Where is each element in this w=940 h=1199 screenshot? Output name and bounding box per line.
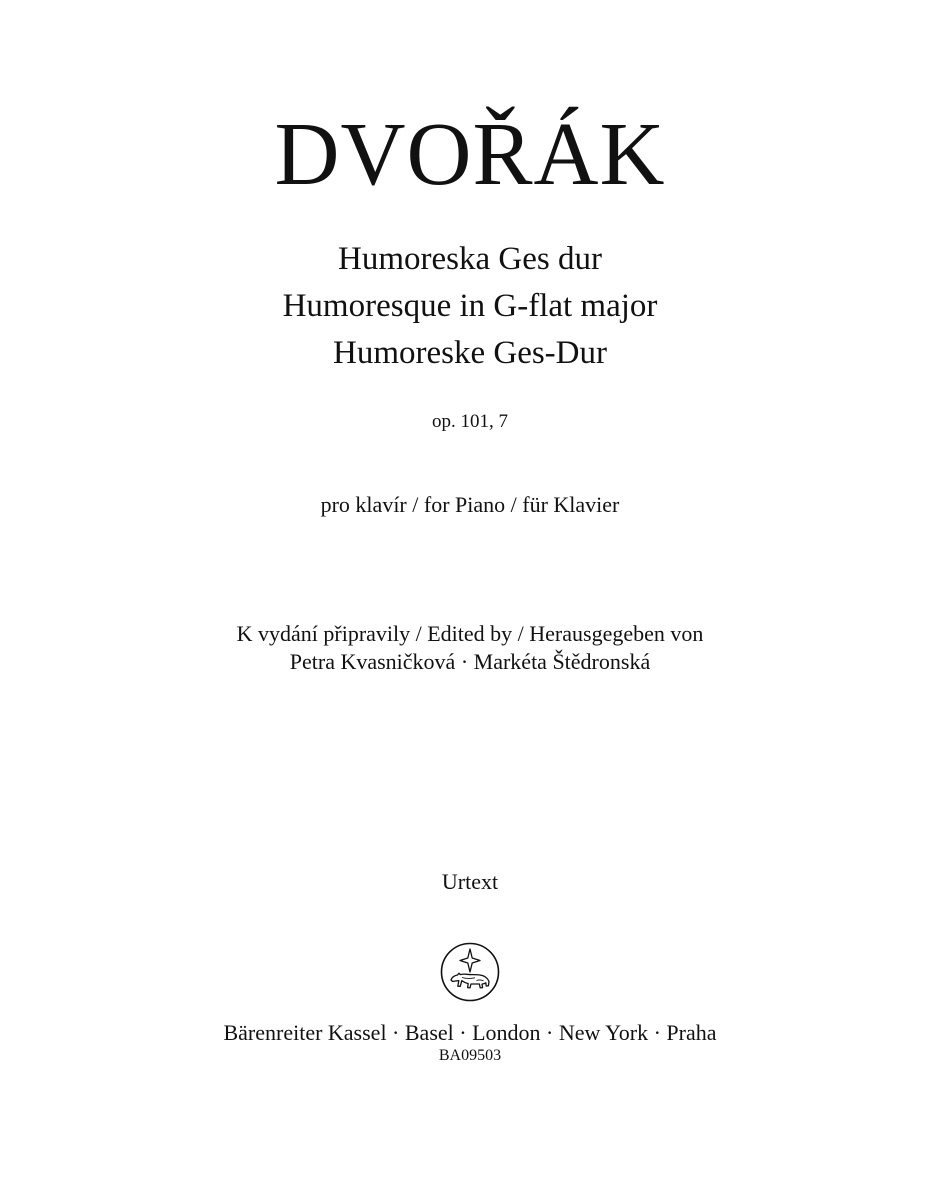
title-czech: Humoreska Ges dur (338, 241, 602, 277)
editors-label: K vydání připravily / Edited by / Herausgegeben von (236, 621, 704, 646)
baerenreiter-bear-star-seal-icon (440, 942, 500, 1002)
catalog-number: BA09503 (438, 1047, 502, 1064)
publisher-cities: Bärenreiter Kassel · Basel · London · New York · Praha (223, 1020, 717, 1045)
edition-type: Urtext (441, 869, 499, 894)
editors-names: Petra Kvasničková · Markéta Štědronská (289, 649, 651, 674)
instrumentation: pro klavír / for Piano / für Klavier (320, 492, 620, 517)
opus-number: op. 101, 7 (432, 411, 508, 432)
title-german: Humoreske Ges-Dur (332, 335, 607, 371)
composer-name: DVOŘÁK (274, 105, 666, 204)
title-english: Humoresque in G-flat major (282, 288, 658, 324)
